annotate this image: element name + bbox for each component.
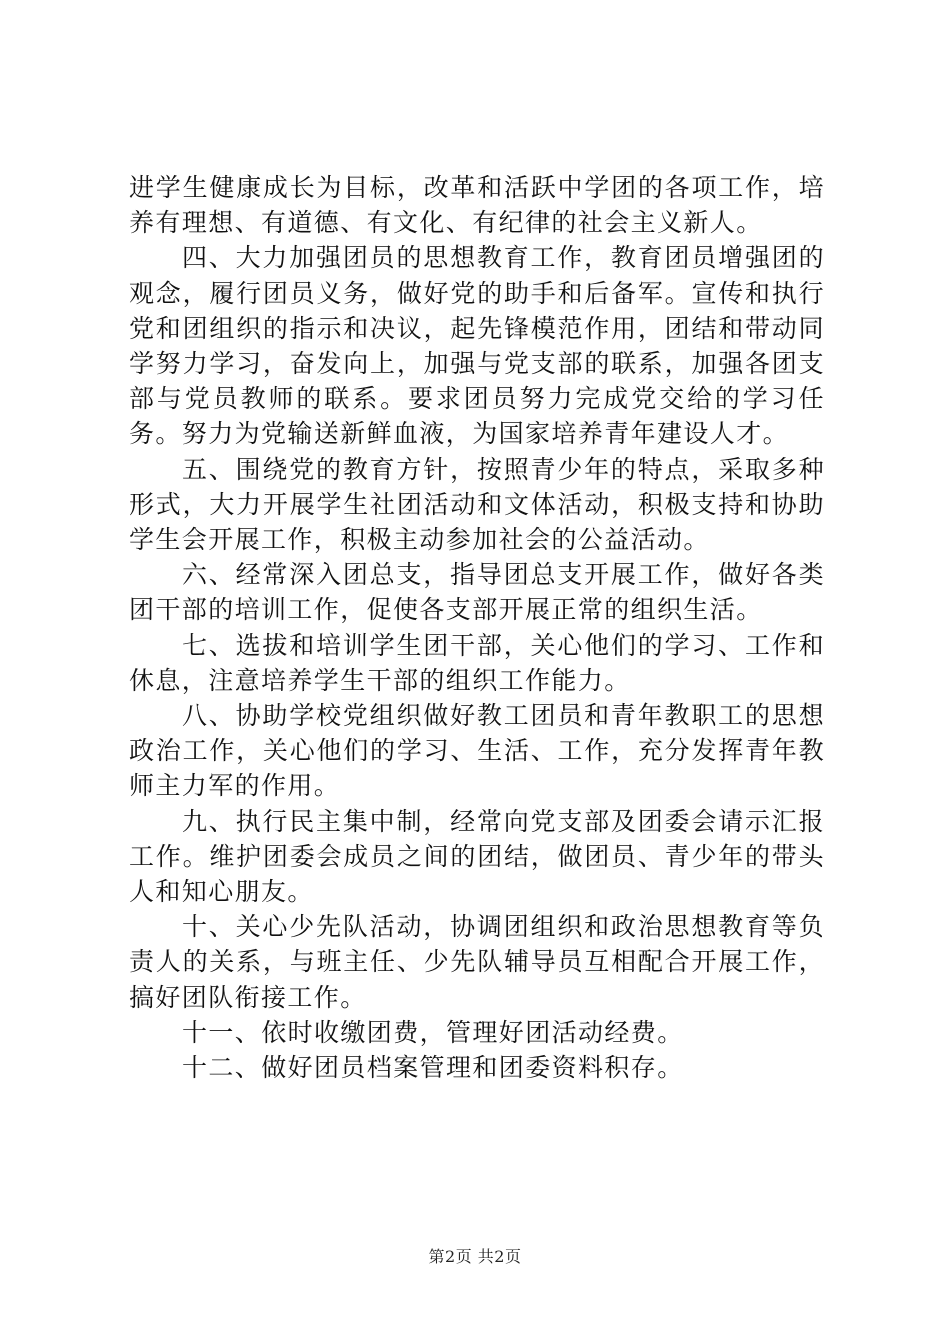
paragraph-item-4: 四、大力加强团员的思想教育工作，教育团员增强团的观念，履行团员义务，做好党的助手和后备军。宣传和执行党和团组织的指示和决议，起先锋模范作用，团结和带动同学努力学习，奋发向上，加强与党支部的联系，加强各团支部与党员教师的联系。要求团员努力完成党交给的学习任务。努力为党输送新鲜血液，为国家培养青年建设人才。 xyxy=(129,243,825,449)
paragraph-continuation: 进学生健康成长为目标，改革和活跃中学团的各项工作，培养有理想、有道德、有文化、有纪律的社会主义新人。 xyxy=(129,173,825,238)
paragraph-item-5: 五、围绕党的教育方针，按照青少年的特点，采取多种形式，大力开展学生社团活动和文体活动，积极支持和协助学生会开展工作，积极主动参加社会的公益活动。 xyxy=(129,454,825,555)
document-body xyxy=(129,170,825,1085)
paragraph-item-8: 八、协助学校党组织做好教工团员和青年教职工的思想政治工作，关心他们的学习、生活、工作，充分发挥青年教师主力军的作用。 xyxy=(129,701,825,801)
paragraph-item-6: 六、经常深入团总支，指导团总支开展工作，做好各类团干部的培训工作，促使各支部开展正常的组织生活。 xyxy=(129,560,825,625)
paragraph-item-9: 九、执行民主集中制，经常向党支部及团委会请示汇报工作。维护团委会成员之间的团结，做团员、青少年的带头人和知心朋友。 xyxy=(129,806,825,907)
paragraph-item-10: 十、关心少先队活动，协调团组织和政治思想教育等负责人的关系，与班主任、少先队辅导员互相配合开展工作，搞好团队衔接工作。 xyxy=(129,912,825,1012)
paragraph-item-12: 十二、做好团员档案管理和团委资料积存。 xyxy=(182,1053,684,1083)
paragraph-item-11: 十一、依时收缴团费，管理好团活动经费。 xyxy=(182,1017,684,1047)
paragraph-item-7: 七、选拔和培训学生团干部，关心他们的学习、工作和休息，注意培养学生干部的组织工作能力。 xyxy=(129,630,825,695)
page-number-footer: 第2页 共2页 xyxy=(428,1247,522,1266)
